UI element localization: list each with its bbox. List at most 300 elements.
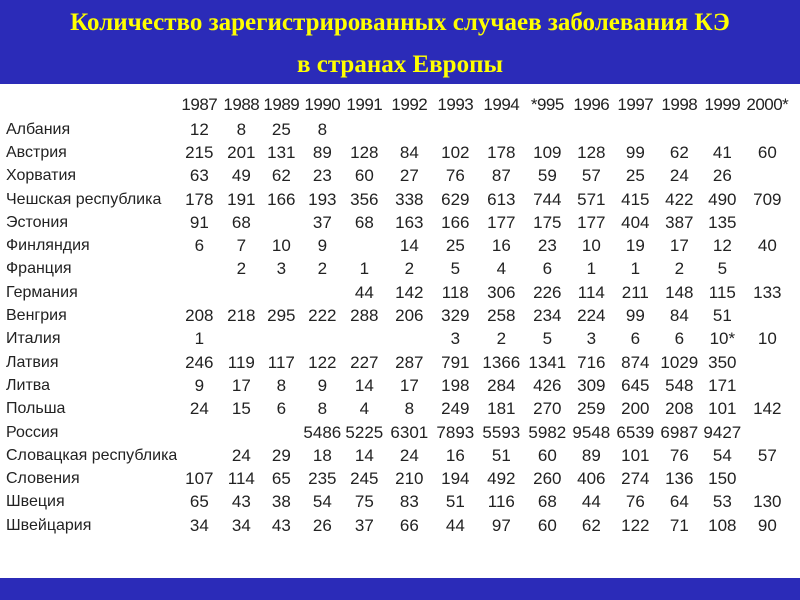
table-row (0, 374, 791, 397)
case-count-cell: 60 (537, 515, 557, 535)
country-name: Латвия (6, 353, 59, 371)
case-count-cell: 613 (487, 189, 516, 209)
case-count-cell: 329 (441, 306, 470, 326)
bottom-bar (0, 578, 800, 600)
case-count-cell: 38 (271, 492, 291, 512)
table-row (0, 234, 791, 257)
case-count-cell: 90 (757, 515, 777, 535)
country-name: Швеция (6, 493, 65, 511)
case-count-cell: 89 (312, 142, 332, 162)
case-count-cell (261, 281, 301, 304)
case-count-cell: 97 (491, 515, 511, 535)
case-count-cell: 9548 (572, 422, 611, 442)
case-count-cell: 25 (271, 119, 291, 139)
table-row (0, 304, 791, 327)
case-count-cell (301, 281, 343, 304)
case-count-cell: 8 (276, 375, 287, 395)
case-count-cell: 215 (185, 142, 214, 162)
case-count-cell (343, 328, 385, 351)
case-count-cell (743, 211, 791, 234)
year-header: 2000* (746, 95, 789, 114)
case-count-cell (701, 118, 743, 141)
case-count-cell: 43 (231, 492, 251, 512)
case-count-cell: 109 (533, 142, 562, 162)
table-row (0, 118, 791, 141)
case-count-cell (657, 118, 701, 141)
case-count-cell (385, 118, 433, 141)
case-count-cell (385, 328, 433, 351)
year-header: 1992 (391, 95, 428, 114)
case-count-cell: 53 (712, 492, 732, 512)
case-count-cell: 142 (395, 282, 424, 302)
case-count-cell: 87 (491, 166, 511, 186)
table-row (0, 467, 791, 490)
case-count-cell: 17 (231, 375, 251, 395)
case-count-cell: 6 (194, 236, 205, 256)
case-count-cell: 171 (708, 375, 737, 395)
case-count-cell: 116 (487, 492, 515, 512)
case-count-cell: 200 (621, 399, 650, 419)
case-count-cell: 1 (194, 329, 205, 349)
case-count-cell (743, 421, 791, 444)
case-count-cell: 422 (665, 189, 694, 209)
case-count-cell: 224 (577, 306, 606, 326)
year-header: 1993 (437, 95, 474, 114)
case-count-cell: 148 (665, 282, 694, 302)
case-count-cell: 25 (445, 236, 465, 256)
case-count-cell: 71 (669, 515, 689, 535)
case-count-cell: 8 (404, 399, 415, 419)
country-name: Албания (6, 120, 71, 138)
case-count-cell: 629 (441, 189, 470, 209)
case-count-cell: 191 (227, 189, 256, 209)
case-count-cell: 51 (445, 492, 465, 512)
case-count-cell: 68 (231, 212, 251, 232)
case-count-cell: 60 (354, 166, 374, 186)
case-count-cell: 150 (708, 469, 737, 489)
case-count-cell: 43 (271, 515, 291, 535)
case-count-cell (343, 234, 385, 257)
case-count-cell (221, 421, 261, 444)
case-count-cell: 177 (487, 212, 516, 232)
case-count-cell: 107 (185, 469, 214, 489)
case-count-cell: 258 (487, 306, 516, 326)
table-row (0, 351, 791, 374)
case-count-cell: 65 (271, 469, 291, 489)
case-count-cell (743, 118, 791, 141)
case-count-cell: 193 (308, 189, 337, 209)
table-row (0, 398, 791, 421)
case-count-cell: 18 (312, 445, 332, 465)
case-count-cell: 115 (708, 282, 736, 302)
case-count-cell: 41 (712, 142, 732, 162)
case-count-cell (177, 444, 221, 467)
case-count-cell (221, 328, 261, 351)
table-row (0, 211, 791, 234)
case-count-cell: 62 (271, 166, 291, 186)
cases-table (0, 92, 791, 537)
country-name: Германия (6, 283, 78, 301)
case-count-cell: 131 (267, 142, 296, 162)
case-count-cell: 284 (487, 375, 516, 395)
table-row (0, 165, 791, 188)
country-name: Словацкая республика (6, 446, 178, 464)
case-count-cell: 492 (487, 469, 516, 489)
case-count-cell: 51 (491, 445, 511, 465)
table-row (0, 421, 791, 444)
case-count-cell: 108 (708, 515, 737, 535)
case-count-cell (743, 304, 791, 327)
case-count-cell: 548 (665, 375, 694, 395)
case-count-cell: 128 (577, 142, 606, 162)
table-body (0, 118, 791, 537)
case-count-cell: 133 (753, 282, 782, 302)
case-count-cell: 356 (350, 189, 379, 209)
case-count-cell: 26 (712, 166, 732, 186)
case-count-cell: 84 (399, 142, 419, 162)
case-count-cell: 54 (712, 445, 732, 465)
case-count-cell: 16 (445, 445, 465, 465)
case-count-cell: 16 (491, 236, 511, 256)
case-count-cell: 24 (669, 166, 689, 186)
case-count-cell: 128 (350, 142, 379, 162)
case-count-cell: 83 (399, 492, 419, 512)
case-count-cell: 226 (533, 282, 562, 302)
case-count-cell: 136 (665, 469, 694, 489)
case-count-cell (343, 118, 385, 141)
case-count-cell: 15 (231, 399, 251, 419)
case-count-cell: 99 (625, 142, 645, 162)
case-count-cell: 645 (621, 375, 650, 395)
case-count-cell: 68 (354, 212, 374, 232)
case-count-cell: 709 (753, 189, 782, 209)
title-line-1: Количество зарегистрированных случаев заболевания КЭ (70, 9, 730, 36)
case-count-cell: 181 (487, 399, 516, 419)
case-count-cell: 57 (757, 445, 777, 465)
year-header-row (0, 92, 791, 118)
case-count-cell: 874 (621, 352, 650, 372)
case-count-cell: 194 (441, 469, 470, 489)
case-count-cell: 178 (185, 189, 214, 209)
case-count-cell: 201 (227, 142, 256, 162)
case-count-cell: 3 (276, 259, 287, 279)
case-count-cell: 4 (359, 399, 370, 419)
case-count-cell: 1 (586, 259, 597, 279)
table-row (0, 281, 791, 304)
case-count-cell (261, 328, 301, 351)
case-count-cell: 1 (359, 259, 370, 279)
case-count-cell: 404 (621, 212, 650, 232)
table-row (0, 491, 791, 514)
case-count-cell: 1366 (482, 352, 521, 372)
case-count-cell: 6987 (660, 422, 699, 442)
table-row (0, 514, 791, 537)
case-count-cell: 10 (581, 236, 601, 256)
case-count-cell: 5 (450, 259, 461, 279)
case-count-cell: 17 (669, 236, 689, 256)
case-count-cell: 7 (236, 236, 247, 256)
year-header: 1988 (223, 95, 260, 114)
case-count-cell: 387 (665, 212, 694, 232)
country-name: Хорватия (6, 167, 77, 185)
data-sheet (0, 84, 800, 578)
case-count-cell: 6 (276, 399, 287, 419)
case-count-cell (301, 328, 343, 351)
case-count-cell: 198 (441, 375, 470, 395)
case-count-cell: 76 (625, 492, 645, 512)
case-count-cell: 1341 (528, 352, 567, 372)
case-count-cell: 177 (577, 212, 606, 232)
case-count-cell: 19 (625, 236, 645, 256)
case-count-cell: 62 (669, 142, 689, 162)
case-count-cell: 415 (621, 189, 650, 209)
case-count-cell: 10* (709, 329, 736, 349)
country-name: Польша (6, 400, 66, 418)
case-count-cell: 26 (312, 515, 332, 535)
country-name: Австрия (6, 143, 67, 161)
case-count-cell: 99 (625, 306, 645, 326)
case-count-cell: 114 (227, 469, 255, 489)
case-count-cell: 175 (533, 212, 562, 232)
case-count-cell: 23 (312, 166, 332, 186)
case-count-cell: 309 (577, 375, 606, 395)
case-count-cell: 65 (189, 492, 209, 512)
case-count-cell: 234 (533, 306, 562, 326)
case-count-cell: 64 (669, 492, 689, 512)
case-count-cell (743, 374, 791, 397)
country-name: Россия (6, 423, 59, 441)
case-count-cell: 14 (354, 375, 374, 395)
case-count-cell: 166 (441, 212, 470, 232)
case-count-cell: 211 (621, 282, 649, 302)
table-row (0, 328, 791, 351)
year-header: 1996 (573, 95, 610, 114)
case-count-cell: 9 (317, 375, 328, 395)
case-count-cell: 17 (399, 375, 419, 395)
case-count-cell: 135 (708, 212, 737, 232)
case-count-cell: 44 (445, 515, 465, 535)
case-count-cell: 119 (227, 352, 255, 372)
year-header: 1991 (346, 95, 383, 114)
case-count-cell: 12 (189, 119, 209, 139)
case-count-cell: 122 (308, 352, 337, 372)
case-count-cell (525, 118, 569, 141)
case-count-cell: 118 (441, 282, 469, 302)
case-count-cell: 101 (621, 445, 650, 465)
case-count-cell (261, 421, 301, 444)
case-count-cell: 51 (712, 306, 732, 326)
case-count-cell: 295 (267, 306, 296, 326)
case-count-cell: 2 (674, 259, 685, 279)
case-count-cell: 2 (317, 259, 328, 279)
case-count-cell: 426 (533, 375, 562, 395)
case-count-cell: 29 (271, 445, 291, 465)
country-name: Литва (6, 376, 50, 394)
case-count-cell: 84 (669, 306, 689, 326)
case-count-cell (221, 281, 261, 304)
case-count-cell: 6539 (616, 422, 655, 442)
case-count-cell (743, 258, 791, 281)
case-count-cell: 260 (533, 469, 562, 489)
case-count-cell: 246 (185, 352, 214, 372)
case-count-cell: 14 (354, 445, 374, 465)
case-count-cell: 1 (630, 259, 641, 279)
case-count-cell: 60 (757, 142, 777, 162)
case-count-cell: 5982 (528, 422, 567, 442)
case-count-cell (743, 467, 791, 490)
case-count-cell: 208 (665, 399, 694, 419)
case-count-cell: 218 (227, 306, 256, 326)
case-count-cell: 24 (399, 445, 419, 465)
case-count-cell: 59 (537, 166, 557, 186)
case-count-cell: 791 (441, 352, 470, 372)
country-name: Венгрия (6, 307, 67, 325)
case-count-cell: 259 (577, 399, 606, 419)
case-count-cell: 14 (399, 236, 419, 256)
case-count-cell: 10 (757, 329, 777, 349)
case-count-cell: 40 (757, 236, 777, 256)
case-count-cell: 25 (625, 166, 645, 186)
case-count-cell: 6 (630, 329, 641, 349)
case-count-cell: 44 (581, 492, 601, 512)
case-count-cell: 54 (312, 492, 332, 512)
case-count-cell: 6 (542, 259, 553, 279)
year-header: 1990 (304, 95, 341, 114)
case-count-cell: 117 (267, 352, 295, 372)
case-count-cell: 8 (317, 399, 328, 419)
case-count-cell: 1029 (660, 352, 699, 372)
case-count-cell: 2 (236, 259, 247, 279)
case-count-cell: 62 (581, 515, 601, 535)
case-count-cell (477, 118, 525, 141)
case-count-cell (261, 211, 301, 234)
case-count-cell: 744 (533, 189, 562, 209)
case-count-cell: 5593 (482, 422, 521, 442)
year-header: 1994 (483, 95, 520, 114)
case-count-cell: 122 (621, 515, 650, 535)
case-count-cell: 91 (189, 212, 209, 232)
case-count-cell: 2 (404, 259, 415, 279)
case-count-cell: 89 (581, 445, 601, 465)
case-count-cell: 102 (441, 142, 470, 162)
case-count-cell (177, 258, 221, 281)
case-count-cell: 6301 (390, 422, 429, 442)
case-count-cell: 49 (231, 166, 251, 186)
case-count-cell (433, 118, 477, 141)
case-count-cell: 274 (621, 469, 650, 489)
case-count-cell: 287 (395, 352, 424, 372)
case-count-cell: 63 (189, 166, 209, 186)
year-header: 1999 (704, 95, 741, 114)
year-header: 1998 (661, 95, 698, 114)
case-count-cell: 142 (753, 399, 782, 419)
case-count-cell: 34 (231, 515, 251, 535)
country-name: Эстония (6, 213, 68, 231)
case-count-cell: 130 (753, 492, 782, 512)
case-count-cell: 5225 (345, 422, 384, 442)
year-header: 1989 (263, 95, 300, 114)
case-count-cell: 24 (189, 399, 209, 419)
case-count-cell: 76 (445, 166, 465, 186)
year-header: *995 (530, 95, 564, 114)
case-count-cell: 270 (533, 399, 562, 419)
case-count-cell: 8 (317, 119, 328, 139)
case-count-cell: 23 (537, 236, 557, 256)
country-name: Италия (6, 330, 61, 348)
case-count-cell (569, 118, 613, 141)
case-count-cell: 66 (399, 515, 419, 535)
case-count-cell: 208 (185, 306, 214, 326)
case-count-cell: 114 (577, 282, 605, 302)
case-count-cell (177, 421, 221, 444)
case-count-cell: 249 (441, 399, 470, 419)
case-count-cell: 235 (308, 469, 337, 489)
case-count-cell: 3 (450, 329, 461, 349)
case-count-cell: 8 (236, 119, 247, 139)
case-count-cell: 178 (487, 142, 516, 162)
case-count-cell: 716 (577, 352, 606, 372)
case-count-cell: 9 (317, 236, 328, 256)
case-count-cell: 60 (537, 445, 557, 465)
case-count-cell: 37 (354, 515, 374, 535)
case-count-cell: 7893 (436, 422, 475, 442)
case-count-cell: 68 (537, 492, 557, 512)
country-name: Финляндия (6, 237, 90, 255)
country-name: Словения (6, 470, 80, 488)
table-row (0, 141, 791, 164)
year-header: 1997 (617, 95, 654, 114)
case-count-cell (177, 281, 221, 304)
country-name: Франция (6, 260, 72, 278)
title-line-2: в странах Европы (297, 51, 503, 78)
case-count-cell: 166 (267, 189, 296, 209)
case-count-cell: 2 (496, 329, 507, 349)
case-count-cell (613, 118, 657, 141)
case-count-cell: 9 (194, 375, 205, 395)
title-banner (0, 0, 800, 84)
case-count-cell: 101 (708, 399, 737, 419)
case-count-cell: 10 (271, 236, 291, 256)
case-count-cell: 9427 (703, 422, 742, 442)
case-count-cell (743, 165, 791, 188)
case-count-cell: 350 (708, 352, 737, 372)
table-row (0, 258, 791, 281)
case-count-cell: 57 (581, 166, 601, 186)
case-count-cell: 227 (350, 352, 379, 372)
case-count-cell: 5486 (303, 422, 342, 442)
case-count-cell: 75 (354, 492, 374, 512)
case-count-cell: 4 (496, 259, 507, 279)
case-count-cell: 245 (350, 469, 379, 489)
case-count-cell: 76 (669, 445, 689, 465)
case-count-cell: 34 (189, 515, 209, 535)
case-count-cell: 306 (487, 282, 516, 302)
case-count-cell: 288 (350, 306, 379, 326)
country-name: Чешская республика (6, 190, 162, 208)
case-count-cell: 406 (577, 469, 606, 489)
case-count-cell: 6 (674, 329, 685, 349)
case-count-cell: 5 (717, 259, 728, 279)
case-count-cell: 27 (399, 166, 419, 186)
country-column-header (0, 92, 177, 118)
table-row (0, 188, 791, 211)
table-row (0, 444, 791, 467)
case-count-cell: 163 (395, 212, 424, 232)
case-count-cell: 222 (308, 306, 337, 326)
year-header: 1987 (181, 95, 218, 114)
case-count-cell: 338 (395, 189, 424, 209)
country-name: Швейцария (6, 516, 92, 534)
